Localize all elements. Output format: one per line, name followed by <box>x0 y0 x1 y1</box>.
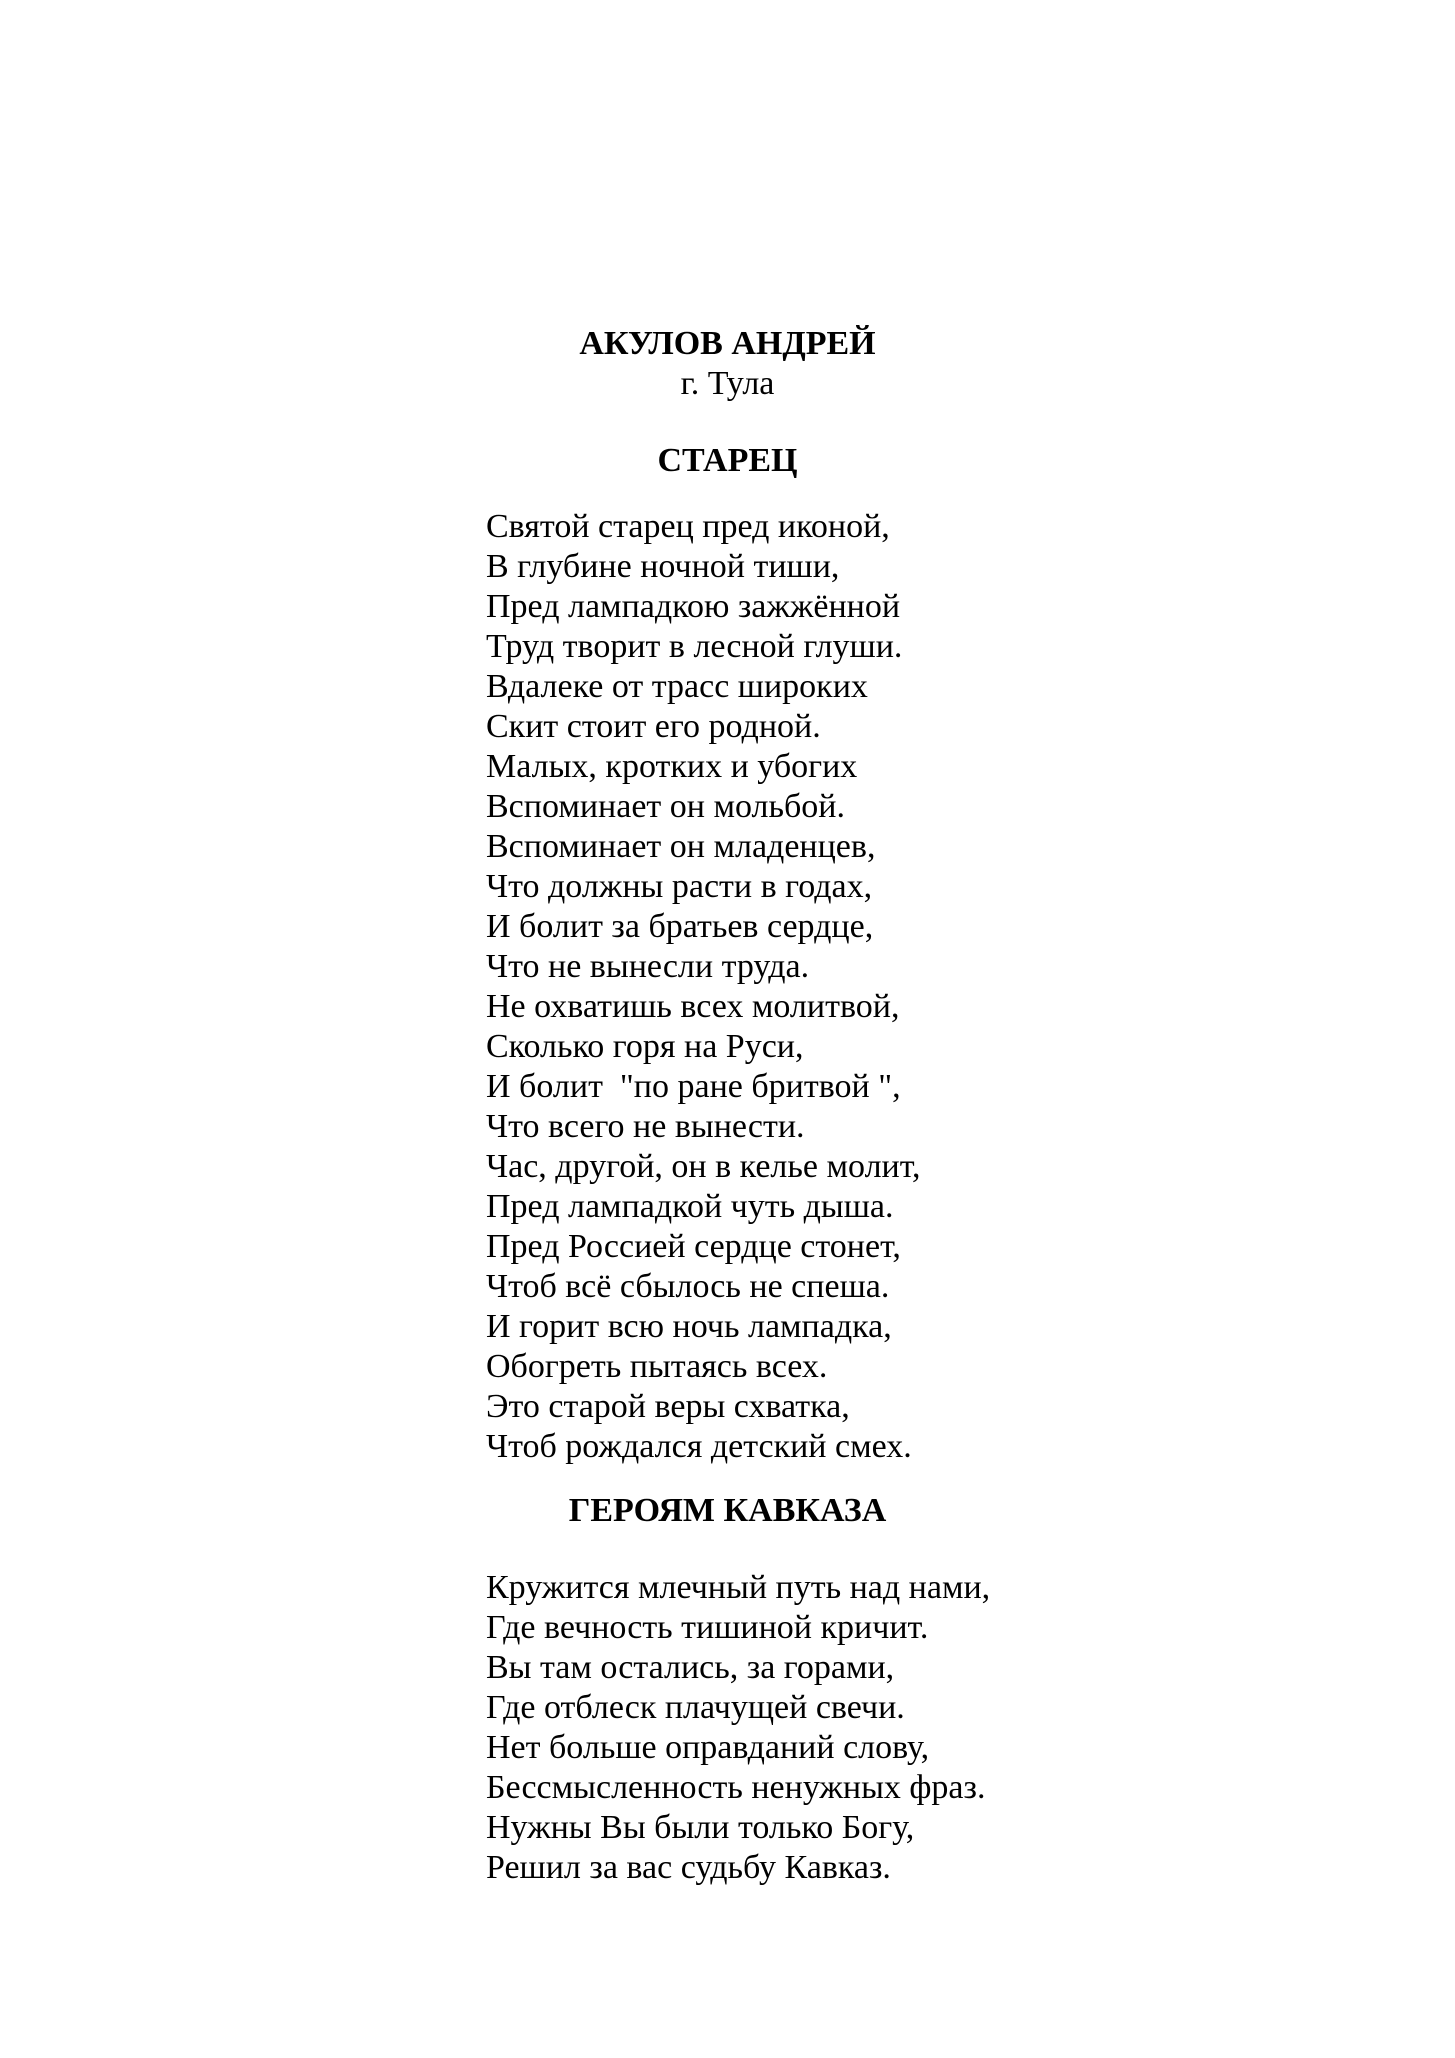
poem-line: Нужны Вы были только Богу, <box>486 1809 915 1846</box>
poem-line: Чтоб рождался детский смех. <box>486 1428 912 1465</box>
poem-line: Кружится млечный путь над нами, <box>486 1569 991 1606</box>
poem-line: Что не вынесли труда. <box>486 948 810 985</box>
poem-line: Где вечность тишиной кричит. <box>486 1609 929 1646</box>
poem-line: Чтоб всё сбылось не спеша. <box>486 1268 890 1305</box>
poem-line: Не охватишь всех молитвой, <box>486 988 900 1025</box>
poem-line: Вы там остались, за горами, <box>486 1649 895 1686</box>
poem-line: Нет больше оправданий слову, <box>486 1729 930 1766</box>
poem-section-geroyam-kavkaza <box>0 1491 1455 1888</box>
poem-line: Вспоминает он мольбой. <box>486 788 845 825</box>
poem-line: Пред Россией сердце стонет, <box>486 1228 901 1265</box>
poem-line: Обогреть пытаясь всех. <box>486 1348 828 1385</box>
poem-line: Святой старец пред иконой, <box>486 508 890 545</box>
poem-line: Пред лампадкою зажжённой <box>486 588 901 625</box>
author-city: г. Тула <box>680 365 775 402</box>
poem-line: Скит стоит его родной. <box>486 708 821 745</box>
poem-line: Это старой веры схватка, <box>486 1388 850 1425</box>
poem-line: И болит "по ране бритвой ", <box>486 1068 901 1105</box>
poem-line: Труд творит в лесной глуши. <box>486 628 903 665</box>
poem-line: Бессмысленность ненужных фраз. <box>486 1769 986 1806</box>
poem-section-starec <box>0 441 1455 1467</box>
author-name-heading: АКУЛОВ АНДРЕЙ <box>579 325 876 362</box>
poem-line: В глубине ночной тиши, <box>486 548 840 585</box>
poem-line: Пред лампадкой чуть дыша. <box>486 1188 894 1225</box>
poem-line: Что всего не вынести. <box>486 1108 805 1145</box>
poem-title-starec: СТАРЕЦ <box>657 442 798 479</box>
poem-line: Вдалеке от трасс широких <box>486 668 868 705</box>
poem-line: Решил за вас судьбу Кавказ. <box>486 1849 891 1886</box>
poem-line: Что должны расти в годах, <box>486 868 873 905</box>
poem-line: И болит за братьев сердце, <box>486 908 874 945</box>
poem-body-geroyam-kavkaza <box>486 1568 1455 1888</box>
poem-line: Малых, кротких и убогих <box>486 748 858 785</box>
poem-line: Час, другой, он в келье молит, <box>486 1148 921 1185</box>
poem-line: Сколько горя на Руси, <box>486 1028 804 1065</box>
poem-body-starec <box>486 507 1455 1467</box>
poem-line: Вспоминает он младенцев, <box>486 828 876 865</box>
poem-title-geroyam-kavkaza: ГЕРОЯМ КАВКАЗА <box>568 1492 887 1529</box>
poem-line: Где отблеск плачущей свечи. <box>486 1689 905 1726</box>
poem-line: И горит всю ночь лампадка, <box>486 1308 892 1345</box>
